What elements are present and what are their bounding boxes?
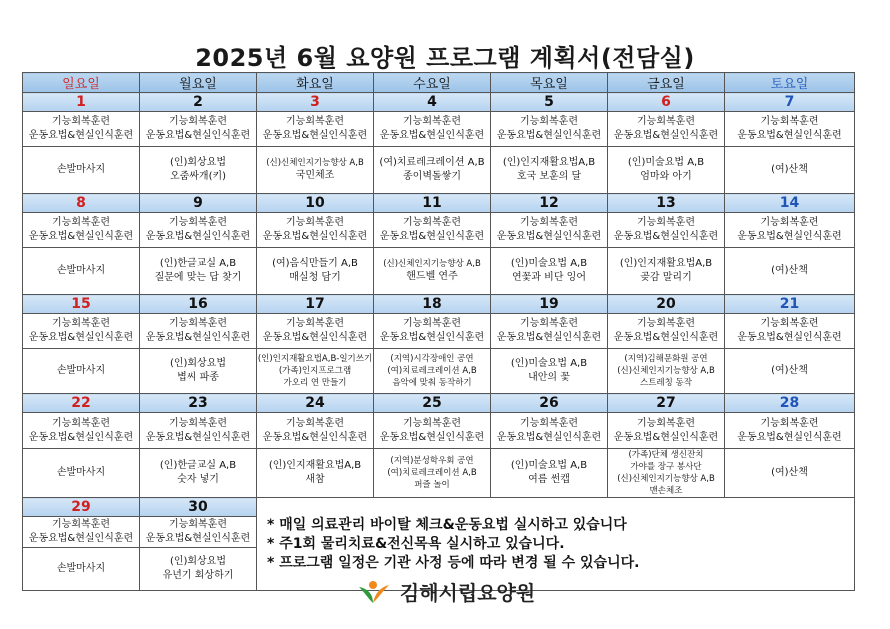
program-line: 운동요법&현실인식훈련 [379,231,485,242]
program-line: (인)미술요법 A,B [510,358,588,369]
program-row [23,147,855,194]
date-cell: 27 [608,394,725,413]
program-line: 기능회복훈련 [403,417,461,429]
program-line: 오줌싸개(키) [169,171,227,182]
program-cell [374,314,491,349]
program-line: 숫자 넣기 [177,474,219,485]
program-line: (여)치료레크레이션 A,B [379,157,485,168]
program-line: (가족)단체 생신잔치 [628,450,704,460]
program-line: 운동요법&현실인식훈련 [737,332,842,343]
date-cell: 17 [257,295,374,314]
program-line: 손발마사지 [56,563,106,574]
program-line: 운동요법&현실인식훈련 [262,431,368,443]
date-cell: 12 [491,194,608,213]
program-line: (인)한글교실 A,B [159,460,237,471]
program-cell [257,147,374,194]
date-cell: 8 [23,194,140,213]
program-line: 운동요법&현실인식훈련 [262,332,368,343]
program-line: 기능회복훈련 [403,116,461,127]
program-cell [140,213,257,248]
program-cell [608,213,725,248]
program-cell [491,349,608,394]
date-row [23,295,855,314]
program-line: 운동요법&현실인식훈련 [145,431,251,443]
program-line: (인)회상요법 [169,157,227,168]
program-cell [608,248,725,295]
program-line: 운동요법&현실인식훈련 [737,431,842,443]
program-cell [257,314,374,349]
date-cell: 21 [725,295,855,314]
date-cell: 24 [257,394,374,413]
date-cell: 2 [140,93,257,112]
program-line: 기능회복훈련 [52,519,110,530]
program-line: 기능회복훈련 [286,116,344,127]
schedule-table [22,72,855,591]
program-line: (인)회상요법 [169,556,227,567]
schedule-body [23,93,855,591]
program-cell [491,147,608,194]
program-line: 운동요법&현실인식훈련 [262,231,368,242]
program-line: 운동요법&현실인식훈련 [379,130,485,141]
program-line: (인)회상요법 [169,358,227,369]
date-cell: 6 [608,93,725,112]
program-cell [374,248,491,295]
program-cell [491,314,608,349]
date-cell: 19 [491,295,608,314]
program-line: 기능회복훈련 [520,417,578,429]
weekday-header: 목요일 [491,73,608,93]
program-cell [725,449,855,498]
date-row [23,394,855,413]
date-cell: 30 [140,498,257,517]
program-line: 운동요법&현실인식훈련 [613,431,719,443]
program-line: (신)신체인지기능향상 A,B [383,259,481,269]
date-cell: 28 [725,394,855,413]
note-line: * 매일 의료관리 바이탈 체크&운동요법 실시하고 있습니다 [267,516,627,533]
program-line: (인)인지재활요법A,B [502,157,596,168]
weekday-header: 화요일 [257,73,374,93]
program-cell [140,413,257,449]
weekday-header: 금요일 [608,73,725,93]
program-line: 기능회복훈련 [169,519,227,530]
date-cell: 4 [374,93,491,112]
weekday-header-row [23,73,855,93]
program-line: 새참 [305,474,325,485]
date-cell: 10 [257,194,374,213]
program-line: (인)인지재활요법A,B [268,460,362,471]
program-line: (여)산책 [771,467,808,478]
program-line: 기능회복훈련 [637,417,695,429]
program-line: 핸드벨 연주 [406,271,458,282]
program-line: 가오리 연 만들기 [283,378,347,388]
date-cell: 29 [23,498,140,517]
date-cell: 5 [491,93,608,112]
program-line: (인)미술요법 A,B [510,258,588,269]
program-line: 운동요법&현실인식훈련 [28,533,134,544]
date-cell: 26 [491,394,608,413]
program-line: 운동요법&현실인식훈련 [145,332,251,343]
program-line: (신)신체인지기능향상 A,B [617,366,715,376]
date-cell: 13 [608,194,725,213]
date-cell: 16 [140,295,257,314]
program-line: 기능회복훈련 [520,116,578,127]
program-cell [725,314,855,349]
program-cell [608,314,725,349]
program-line: 여름 썬캡 [528,474,570,485]
date-cell: 22 [23,394,140,413]
program-line: 운동요법&현실인식훈련 [28,231,134,242]
program-line: (여)음식만들기 A,B [272,258,358,269]
program-line: 기능회복훈련 [169,116,227,127]
program-line: 국민체조 [295,170,335,181]
program-line: 손발마사지 [56,365,106,376]
program-cell [257,349,374,394]
program-line: (인)미술요법 A,B [510,460,588,471]
program-line: 질문에 맞는 답 찾기 [154,272,242,283]
program-line: 연꽃과 비단 잉어 [512,272,586,283]
program-line: 기능회복훈련 [286,417,344,429]
program-line: 운동요법&현실인식훈련 [496,231,602,242]
date-cell: 15 [23,295,140,314]
program-cell [608,449,725,498]
program-cell [23,449,140,498]
date-cell: 1 [23,93,140,112]
date-row [23,93,855,112]
program-cell [725,112,855,147]
date-cell: 23 [140,394,257,413]
program-cell [374,449,491,498]
program-line: 스트레칭 동작 [640,378,692,388]
program-row [23,413,855,449]
program-line: 운동요법&현실인식훈련 [496,332,602,343]
program-row [23,112,855,147]
footer [0,577,890,606]
program-cell [725,213,855,248]
program-cell [140,517,257,548]
page-title: 2025년 6월 요양원 프로그램 계획서(전담실) [195,44,695,72]
date-row [23,194,855,213]
program-cell [725,349,855,394]
program-cell [374,413,491,449]
program-line: 유년기 회상하기 [162,570,234,581]
program-line: 기능회복훈련 [52,116,110,127]
program-line: 운동요법&현실인식훈련 [28,130,134,141]
program-line: 기능회복훈련 [760,217,819,228]
program-line: (가족)인지프로그램 [278,366,352,376]
program-cell [374,112,491,147]
program-line: 운동요법&현실인식훈련 [262,130,368,141]
date-cell: 20 [608,295,725,314]
program-line: 볍씨 파종 [177,372,219,383]
weekday-header: 토요일 [725,73,855,93]
program-line: 운동요법&현실인식훈련 [379,332,485,343]
program-cell [491,213,608,248]
program-line: 내안의 꽃 [528,372,570,383]
program-line: 기능회복훈련 [52,417,110,429]
program-cell [608,147,725,194]
program-cell [140,349,257,394]
program-cell [374,213,491,248]
program-line: 음악에 맞춰 동작하기 [392,378,472,388]
program-cell [23,349,140,394]
date-cell: 3 [257,93,374,112]
program-cell [257,213,374,248]
date-cell: 14 [725,194,855,213]
program-cell [23,112,140,147]
program-line: 운동요법&현실인식훈련 [496,431,602,443]
program-line: 퍼즐 놀이 [414,480,450,490]
program-line: 기능회복훈련 [169,217,227,228]
program-line: (신)신체인지기능향상 A,B [266,158,364,168]
program-line: (인)인지재활요법A,B-일기쓰기 [257,354,373,364]
note-line: * 주1회 물리치료&전신목욕 실시하고 있습니다. [267,535,565,552]
program-cell [491,413,608,449]
program-line: 기능회복훈련 [286,217,344,228]
program-line: (인)미술요법 A,B [627,157,705,168]
program-cell [608,413,725,449]
program-row [23,314,855,349]
program-line: 엄마와 아기 [640,171,692,182]
program-line: 기능회복훈련 [520,217,578,228]
program-line: (여)산책 [771,265,808,276]
program-line: (여)치료레크레이션 A,B [387,366,477,376]
program-line: 운동요법&현실인식훈련 [145,130,251,141]
sprout-logo-icon [355,579,391,605]
program-line: 손발마사지 [56,164,106,175]
program-cell [23,517,140,548]
program-row [23,349,855,394]
program-line: 운동요법&현실인식훈련 [613,332,719,343]
program-cell [491,248,608,295]
program-line: 운동요법&현실인식훈련 [28,332,134,343]
program-line: 운동요법&현실인식훈련 [145,231,251,242]
program-cell [608,349,725,394]
date-cell: 18 [374,295,491,314]
program-line: 운동요법&현실인식훈련 [28,431,134,443]
date-cell: 7 [725,93,855,112]
program-line: 기능회복훈련 [520,318,578,329]
program-cell [23,413,140,449]
program-line: 운동요법&현실인식훈련 [613,130,719,141]
program-line: 기능회복훈련 [169,318,227,329]
program-cell [257,248,374,295]
program-line: (여)치료레크레이션 A,B [387,468,477,478]
program-cell [140,147,257,194]
weekday-header: 월요일 [140,73,257,93]
program-line: 손발마사지 [56,467,106,478]
program-line: (인)한글교실 A,B [159,258,237,269]
program-line: 운동요법&현실인식훈련 [145,533,251,544]
program-cell [374,147,491,194]
program-cell [374,349,491,394]
program-line: (여)산책 [771,164,808,175]
program-line: 기능회복훈련 [637,318,695,329]
program-line: 기능회복훈련 [637,217,695,228]
program-line: 기능회복훈련 [403,217,461,228]
program-cell [23,314,140,349]
program-line: 운동요법&현실인식훈련 [737,231,842,242]
program-cell [140,449,257,498]
program-cell [23,248,140,295]
program-line: 기능회복훈련 [286,318,344,329]
program-line: (여)산책 [771,365,808,376]
program-cell [257,112,374,147]
date-cell: 25 [374,394,491,413]
date-row [23,498,855,517]
program-row [23,248,855,295]
program-line: 호국 보훈의 달 [516,171,582,182]
program-line: 종이벽돌쌓기 [403,171,461,182]
program-cell [23,147,140,194]
program-line: 기능회복훈련 [637,116,695,127]
weekday-header: 수요일 [374,73,491,93]
program-line: 운동요법&현실인식훈련 [613,231,719,242]
program-cell [491,449,608,498]
program-cell [608,112,725,147]
program-cell [140,248,257,295]
program-line: 기능회복훈련 [760,116,819,127]
program-cell [725,413,855,449]
note-line: * 프로그램 일정은 기관 사정 등에 따라 변경 될 수 있습니다. [267,554,640,571]
program-line: 손발마사지 [56,265,106,276]
program-cell [140,112,257,147]
program-line: 운동요법&현실인식훈련 [496,130,602,141]
program-line: 기능회복훈련 [403,318,461,329]
program-cell [725,147,855,194]
program-line: 기능회복훈련 [169,417,227,429]
program-line: 가야를 장구 봉사단 [630,462,702,472]
program-line: 매실청 담기 [289,272,341,283]
program-cell [725,248,855,295]
program-line: (인)인지재활요법A,B [619,258,713,269]
program-cell [23,213,140,248]
date-cell: 9 [140,194,257,213]
program-line: 맨손체조 [649,486,683,496]
program-line: (지역)분성학우회 공연 [390,456,474,466]
program-cell [257,413,374,449]
program-line: 곶감 말리기 [640,272,692,283]
program-cell [140,314,257,349]
program-row [23,213,855,248]
program-line: 운동요법&현실인식훈련 [737,130,842,141]
program-cell [491,112,608,147]
program-line: 운동요법&현실인식훈련 [379,431,485,443]
program-line: 기능회복훈련 [52,318,110,329]
program-cell [257,449,374,498]
program-row [23,449,855,498]
program-line: 기능회복훈련 [52,217,110,228]
program-line: (지역)김해문화원 공연 [624,354,708,364]
program-line: 기능회복훈련 [760,417,819,429]
facility-name: 김해시립요양원 [399,581,536,605]
weekday-header: 일요일 [23,73,140,93]
program-line: 기능회복훈련 [760,318,819,329]
program-line: (지역)시각장애인 공연 [390,354,474,364]
date-cell: 11 [374,194,491,213]
program-line: (신)신체인지기능향상 A,B [617,474,715,484]
